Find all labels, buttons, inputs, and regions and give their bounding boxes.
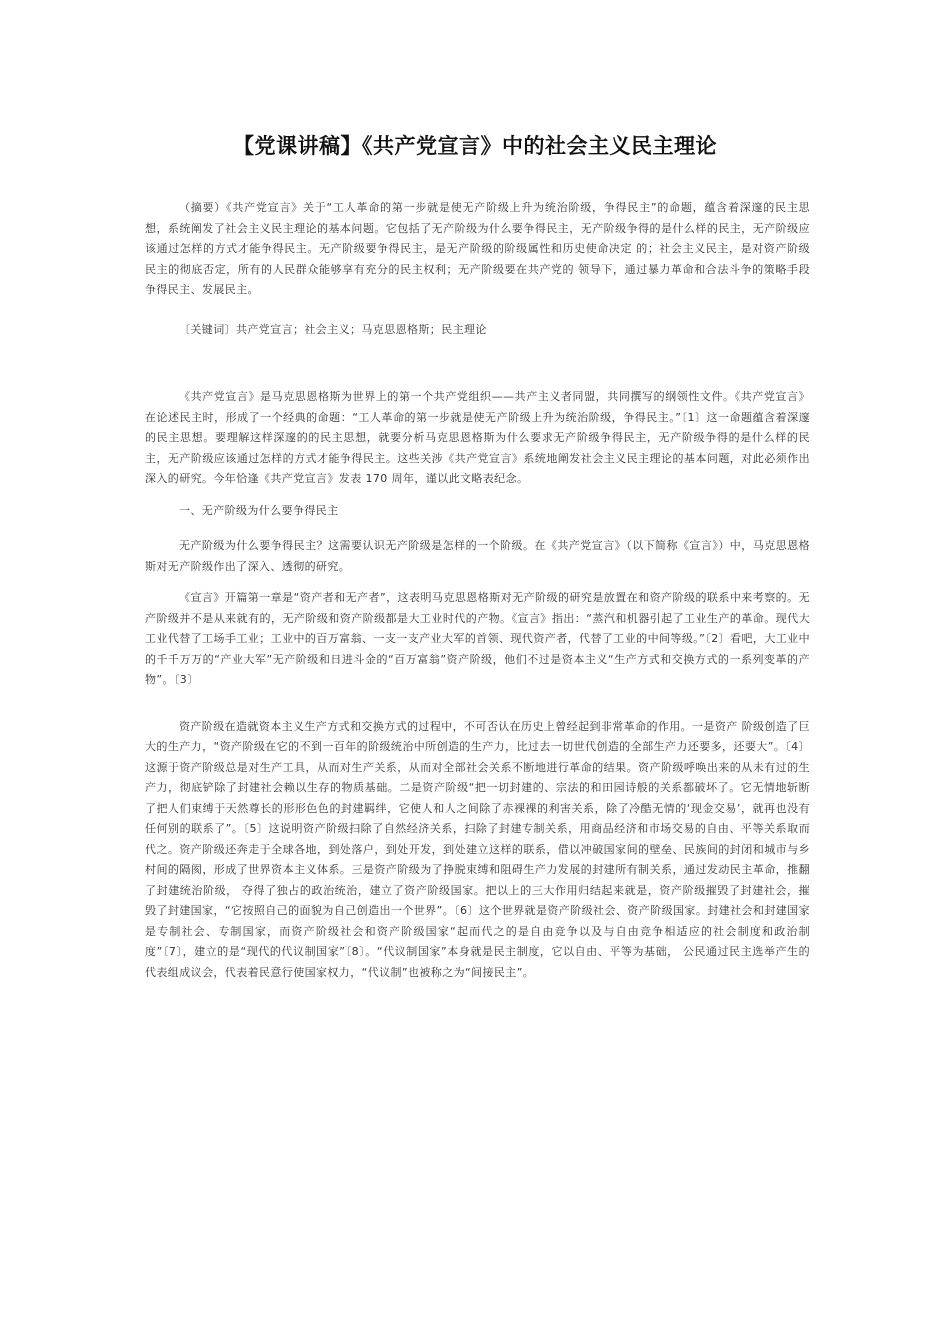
document-title: 【党课讲稿】《共产党宣言》中的社会主义民主理论 [233,134,717,158]
body-paragraph-2: 《宣言》开篇第一章是“资产者和无产者”，这表明马克思恩格斯对无产阶级的研究是放置在和资产阶级的联系中来考察的。无产阶级并不是从来就有的，无产阶级和资产阶级都是大工业时代的产物。《宣言》指出：“蒸汽和机器引起了工业生产的革命。现代大工业代替了工场手工业；工业中的百万富翁、一支一支产业大军的首领、现代资产者，代替了工业的中间等级。”〔2〕看吧，大工业中的千千万万的“产业大军”无产阶级和日进斗金的“百万富翁”资产阶级，他们不过是资本主义“生产方式和交换方式的一系列变革的产物”。〔3〕 [145,591,810,686]
keywords-paragraph: 〔关键词〕共产党宣言；社会主义；马克思恩格斯；民主理论 [179,322,487,336]
intro-paragraph: 《共产党宣言》是马克思恩格斯为世界上的第一个共产党组织——共产主义者同盟，共同撰写的纲领性文件。《共产党宣言》在论述民主时，形成了一个经典的命题：“工人革命的第一步就是使无产阶级上升为统治阶级，争得民主。”〔1〕这一命题蕴含着深邃的民主思想。要理解这样深邃的的民主思想，就要分析马克思恩格斯为什么要求无产阶级争得民主，无产阶级争得的是什么样的民主，无产阶级应该通过怎样的方式才能争得民主。这些关涉《共产党宣言》系统地阐发社会主义民主理论的基本问题，对此必须作出深入的研究。今年恰逢《共产党宣言》发表 170 周年，谨以此文略表纪念。 [145,390,810,485]
document-body [145,198,810,983]
body-paragraph-1: 无产阶级为什么要争得民主？这需要认识无产阶级是怎样的一个阶级。在《共产党宣言》（以下简称《宣言》）中，马克思恩格斯对无产阶级作出了深入、透彻的研究。 [145,539,810,573]
section-heading: 一、无产阶级为什么要争得民主 [179,503,339,517]
body-paragraph-3: 资产阶级在造就资本主义生产方式和交换方式的过程中，不可否认在历史上曾经起到非常革命的作用。一是资产 阶级创造了巨大的生产力，“资产阶级在它的不到一百年的阶级统治中所创造的生产力，比过去一切世代创造的全部生产力还要多，还要大”。〔4〕这源于资产阶级总是对生产工具，从而对生产关系，从而对全部社会关系不断地进行革命的结果。资产阶级呼唤出来的从未有过的生产力，彻底铲除了封建社会赖以生存的物质基础。二是资产阶级“把一切封建的、宗法的和田园诗般的关系都破坏了。它无情地斩断了把人们束缚于天然尊长的形形色色的封建羁绊，它使人和人之间除了赤裸裸的利害关系，除了冷酷无情的‘现金交易’，就再也没有任何别的联系了”。〔5〕这说明资产阶级扫除了自然经济关系，扫除了封建专制关系，用商品经济和市场交易的自由、平等关系取而代之。资产阶级还奔走于全球各地，到处落户，到处开发，到处建立这样的联系，借以冲破国家间的壁垒、民族间的封闭和城市与乡村间的隔阂，形成了世界资本主义体系。三是资产阶级为了挣脱束缚和阻碍生产力发展的封建所有制关系，通过发动民主革命，推翻了封建统治阶级， 夺得了独占的政治统治，建立了资产阶级国家。把以上的三大作用归结起来就是，资产阶级摧毁了封建社会，摧毁了封建国家，“它按照自己的面貌为自己创造出一个世界”。〔6〕这个世界就是资产阶级社会、资产阶级国家。封建社会和封建国家是专制社会、专制国家，而资产阶级社会和资产阶级国家“起而代之的是自由竞争以及与自由竞争相适应的社会制度和政治制度”〔7〕，建立的是“现代的代议制国家”〔8〕。“代议制国家”本身就是民主制度，它以自由、平等为基础， 公民通过民主选举产生的代表组成议会，代表着民意行使国家权力，“代议制”也被称之为“间接民主”。 [145,719,810,979]
abstract-paragraph: （摘要）《共产党宣言》关于“工人革命的第一步就是使无产阶级上升为统治阶级，争得民主”的命题，蕴含着深邃的民主思想，系统阐发了社会主义民主理论的基本问题。它包括了无产阶级为什么要争得民主，无产阶级争得的是什么样的民主，无产阶级应该通过怎样的方式才能争得民主。无产阶级要争得民主，是无产阶级的阶级属性和历史使命决定 的；社会主义民主，是对资产阶级民主的彻底否定，所有的人民群众能够享有充分的民主权利；无产阶级要在共产党的 领导下，通过暴力革命和合法斗争的策略手段争得民主、发展民主。 [145,201,810,296]
